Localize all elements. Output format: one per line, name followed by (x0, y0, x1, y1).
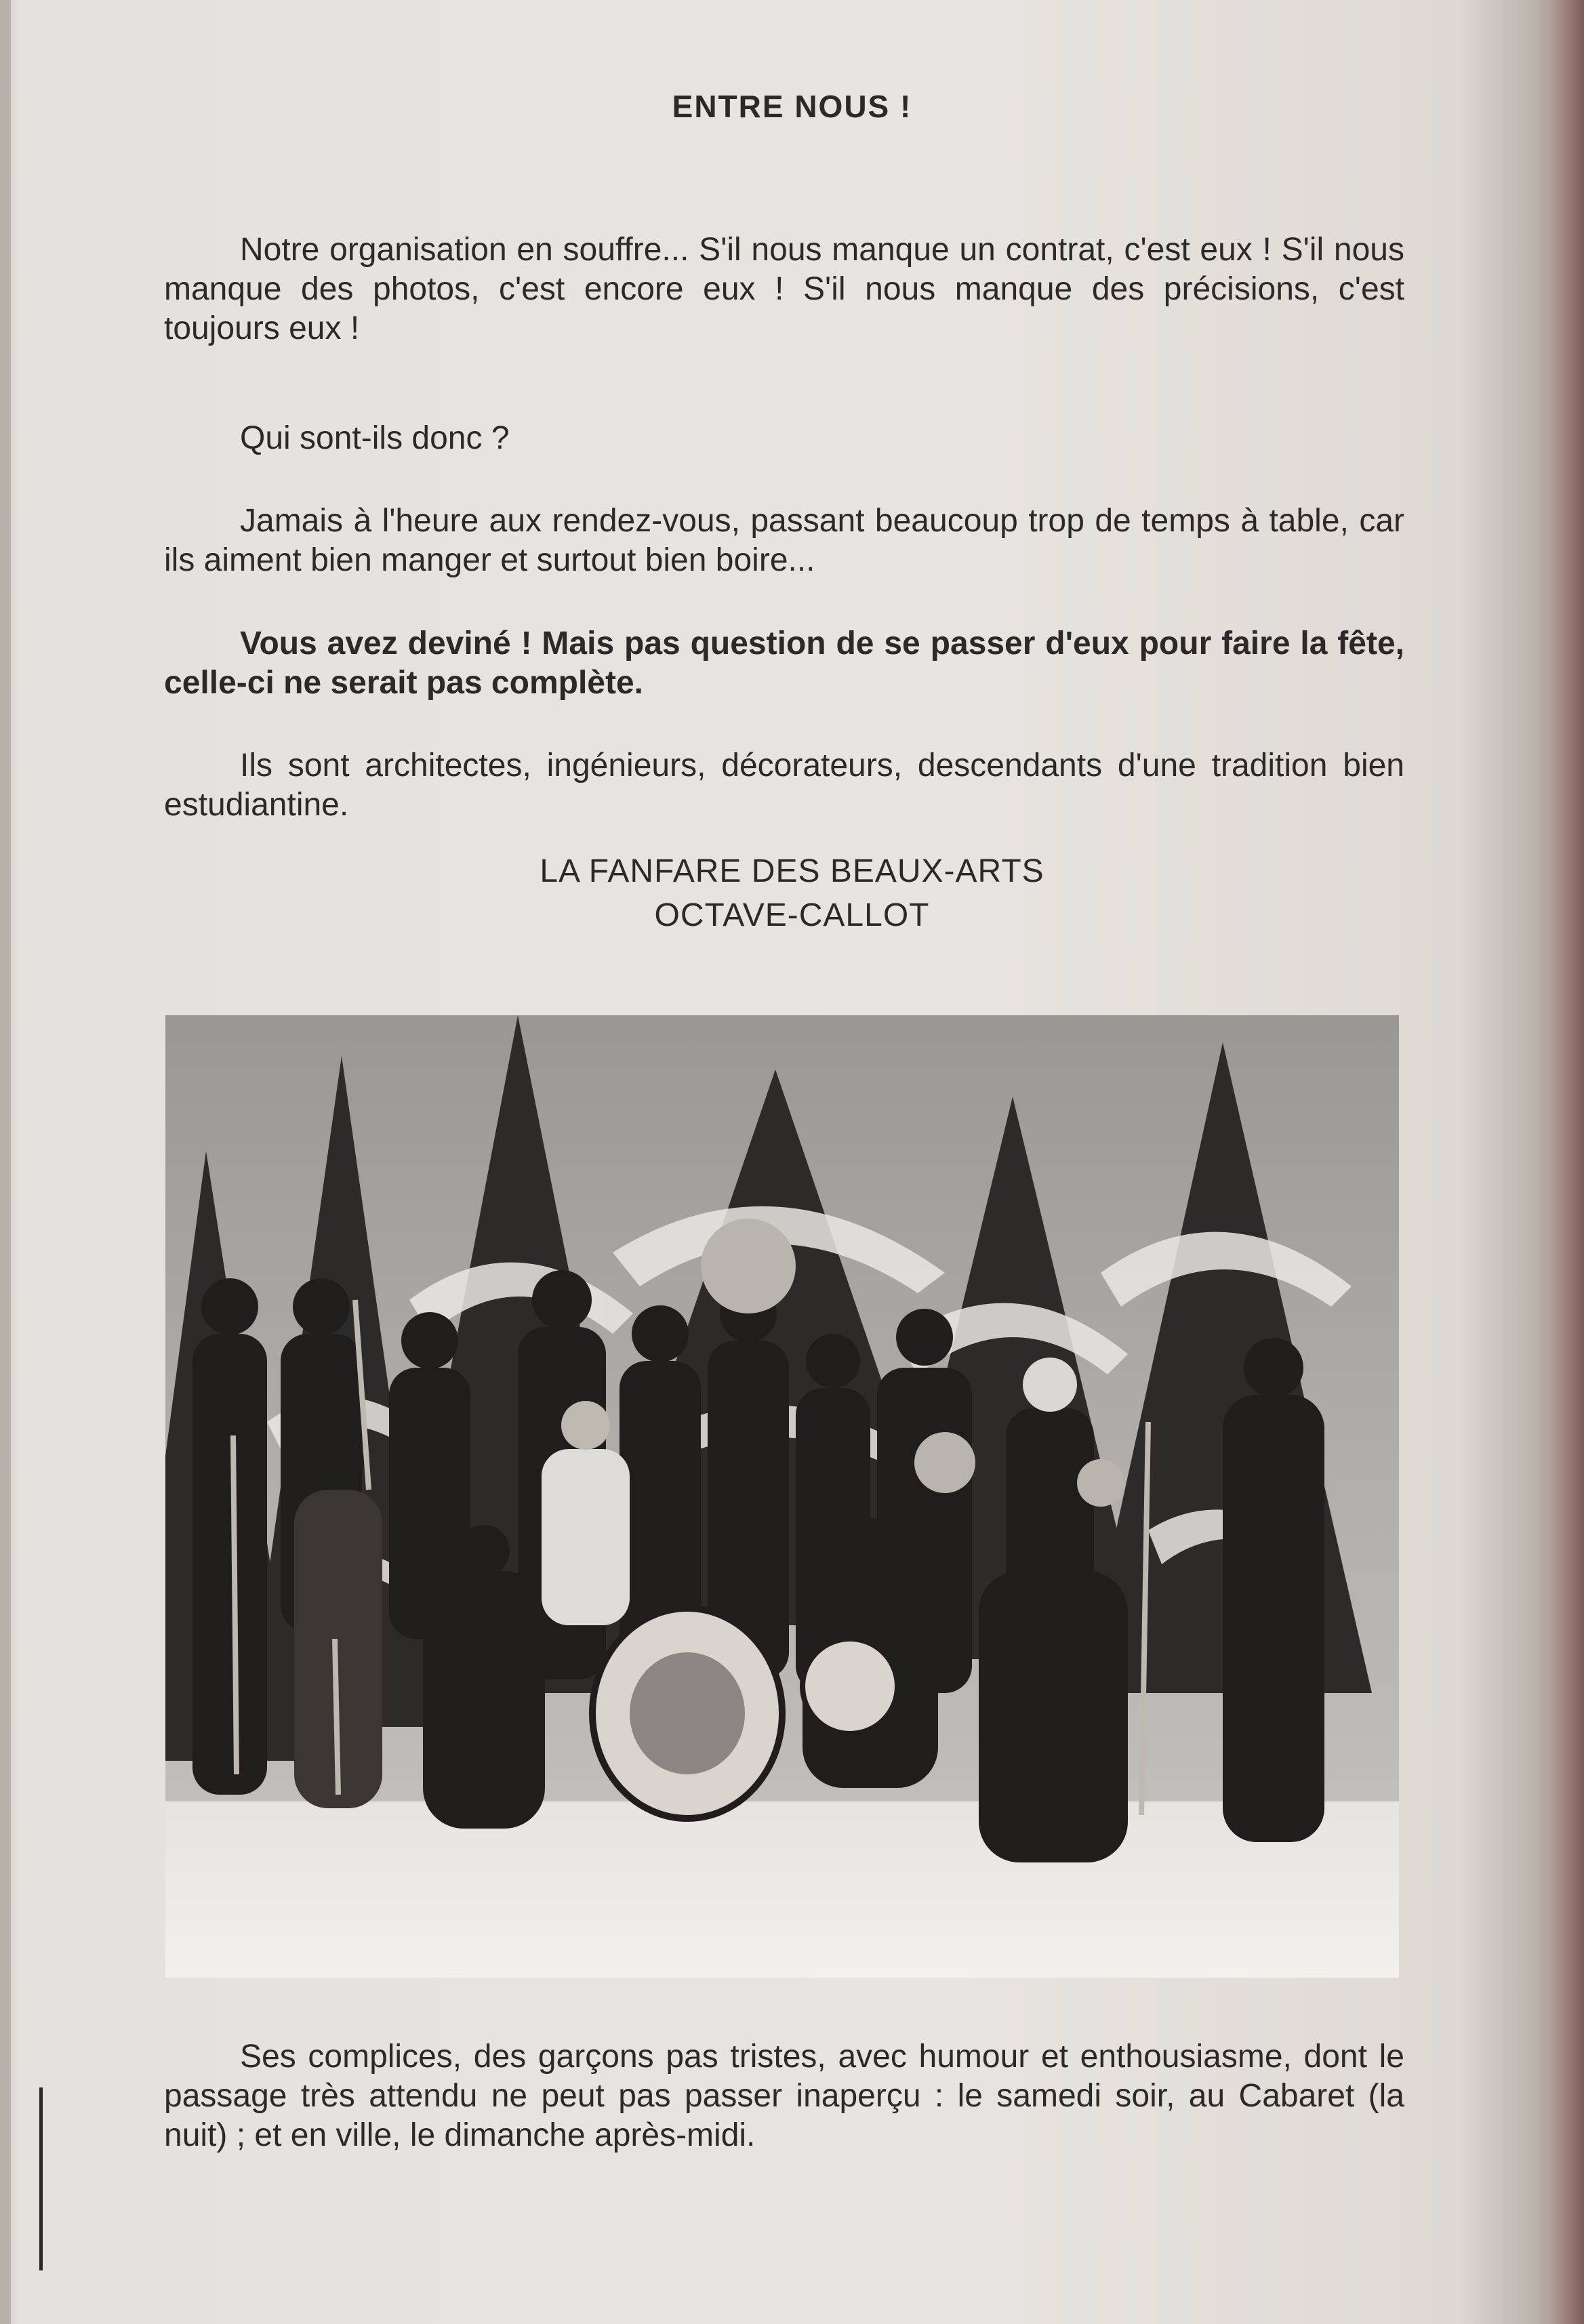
band-heading-line-1: LA FANFARE DES BEAUX-ARTS (540, 853, 1044, 889)
paragraph-3: Jamais à l'heure aux rendez-vous, passant beaucoup trop de temps à table, car ils aiment bien manger et surtout bien boire... (164, 503, 1404, 578)
paragraph-4-bold: Vous avez deviné ! Mais pas question de se passer d'eux pour faire la fête, celle-ci ne serait pas complète. (164, 626, 1404, 701)
closing-paragraph: Ses complices, des garçons pas tristes, avec humour et enthousiasme, dont le passage très attendu ne peut pas passer inaperçu : le samedi soir, au Cabaret (la nuit) ; et en ville, le dimanche après-midi. (164, 2039, 1404, 2153)
paragraph-1: Notre organisation en souffre... S'il nous manque un contrat, c'est eux ! S'il nous manque des photos, c'est encore eux ! S'il nous manque des précisions, c'est toujours eux ! (164, 232, 1404, 346)
page-title: ENTRE NOUS ! (672, 89, 912, 124)
paragraph-5: Ils sont architectes, ingénieurs, décorateurs, descendants d'une tradition bien estudiantine. (164, 748, 1404, 823)
paragraph-2: Qui sont-ils donc ? (240, 420, 510, 456)
page-spine (0, 0, 11, 2324)
band-photo (165, 1015, 1399, 1978)
margin-mark (39, 2087, 43, 2270)
band-heading-line-2: OCTAVE-CALLOT (654, 897, 930, 933)
page-edge (1547, 0, 1584, 2324)
